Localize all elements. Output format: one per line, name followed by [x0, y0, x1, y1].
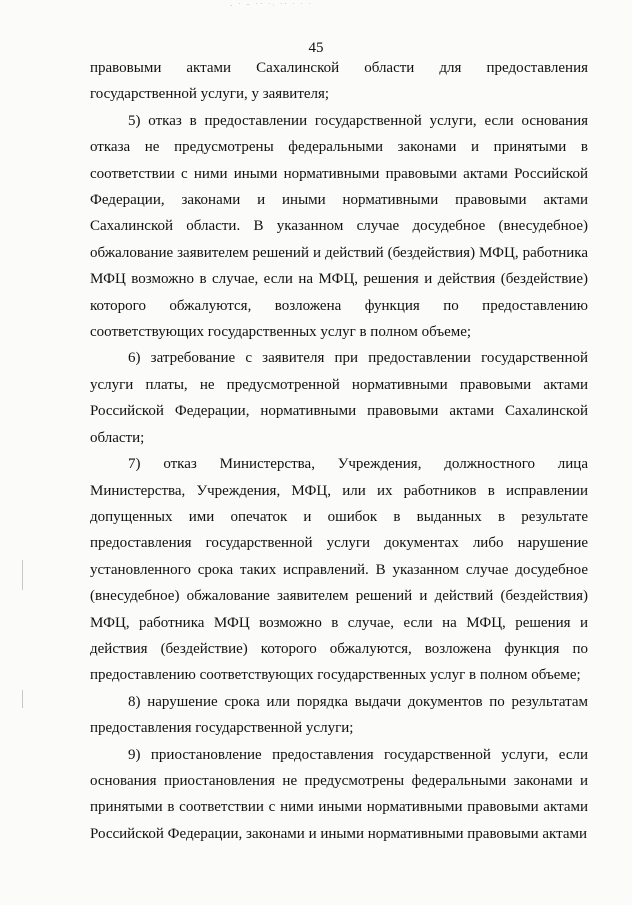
paragraph-item-5: 5) отказ в предоставлении государственной услуги, если основания отказа не предусмотрены федеральными законами и принятыми в соответствии с ними иными нормативными правовыми актами Российской Федерации, законами и иными нормативными правовыми актами Сахалинской области. В указанном случае досудебное (внесудебное) обжалование заявителем решений и действий (бездействия) МФЦ, работника МФЦ возможно в случае, если на МФЦ, решения и действия (бездействие) которого обжалуются, возложена функция по предоставлению соответствующих государственных услуг в полном объеме; — [90, 112, 588, 341]
scan-artifact: · ˙ ⁻ ˙˙ ˙ˑ ˙˙ ˙ ˙ ˙ — [230, 2, 313, 10]
page-number: 45 — [308, 40, 324, 56]
paragraph-item-8: 8) нарушение срока или порядка выдачи документов по результатам предоставления государственной услуги; — [90, 693, 588, 737]
paragraph-item-7: 7) отказ Министерства, Учреждения, должностного лица Министерства, Учреждения, МФЦ, или их работников в исправлении допущенных ими опечаток и ошибок в выданных в результате предоставления государственной услуги документах либо нарушение установленного срока таких исправлений. В указанном случае досудебное (внесудебное) обжалование заявителем решений и действий (бездействия) МФЦ, работника МФЦ возможно в случае, если на МФЦ, решения и действия (бездействие) которого обжалуются, возложена функция по предоставлению соответствующих государственных услуг в полном объеме; — [90, 456, 588, 684]
paragraph-continuation: правовыми актами Сахалинской области для предоставления государственной услуги, у заявителя; — [90, 60, 588, 103]
paragraph-item-9: 9) приостановление предоставления государственной услуги, если основания приостановления не предусмотрены федеральными законами и принятыми в соответствии с ними иными нормативными правовыми актами Российской Федерации, законами и иными нормативными правовыми актами — [90, 746, 588, 842]
paragraph-item-6: 6) затребование с заявителя при предоставлении государственной услуги платы, не предусмотренной нормативными правовыми актами Российской Федерации, нормативными правовыми актами Сахалинской области; — [90, 350, 588, 446]
scan-margin-line — [22, 690, 23, 708]
document-body — [90, 55, 588, 847]
scan-margin-line — [22, 560, 23, 590]
